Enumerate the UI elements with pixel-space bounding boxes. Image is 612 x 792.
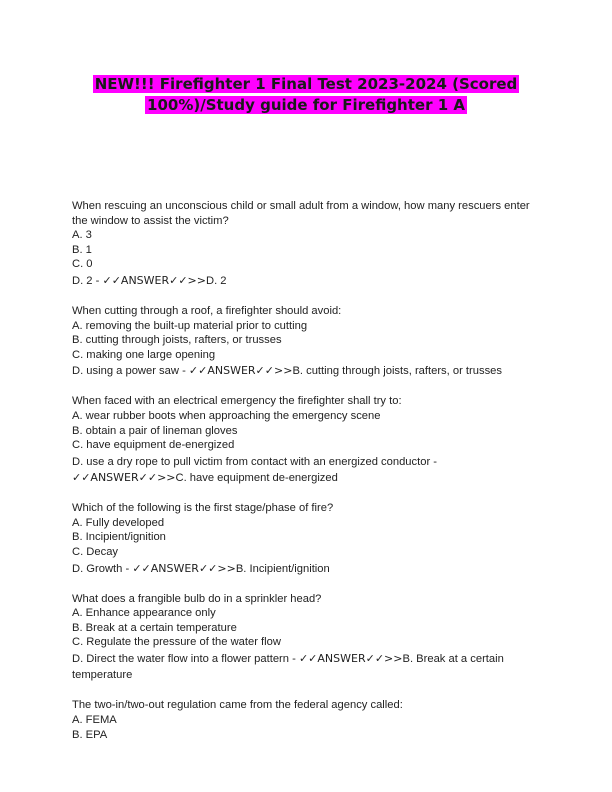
question-text: The two-in/two-out regulation came from the federal agency called:: [72, 699, 403, 712]
option-b: B. Incipient/ignition: [72, 531, 166, 544]
option-d: D. 2: [72, 274, 93, 287]
option-c: C. making one large opening: [72, 348, 216, 361]
option-c: C. Regulate the pressure of the water flow: [72, 636, 281, 649]
title-line-2: 100%)/Study guide for Firefighter 1 A: [147, 96, 465, 114]
answer-marker: ✓✓ANSWER✓✓>>: [72, 471, 176, 485]
answer-marker: ✓✓ANSWER✓✓>>: [298, 651, 403, 665]
option-c: C. Decay: [72, 546, 119, 558]
answer-text: D. 2: [206, 274, 227, 287]
question-list: [72, 199, 542, 757]
option-d-with-answer: D. using a power saw - ✓✓ANSWER✓✓>>B. cutting through joists, rafters, or trusses: [72, 364, 502, 378]
option-d-with-answer: D. Direct the water flow into a flower pattern - ✓✓ANSWER✓✓>>B. Break at a certain temperature: [72, 651, 504, 682]
option-a: A. wear rubber boots when approaching the emergency scene: [72, 409, 381, 422]
option-d: D. Growth: [72, 562, 123, 575]
option-d: D. use a dry rope to pull victim from contact with an energized conductor: [72, 455, 431, 468]
question-1: [72, 199, 542, 289]
answer-marker: ✓✓ANSWER✓✓>>: [188, 364, 293, 378]
question-2: [72, 304, 542, 380]
option-a: A. removing the built-up material prior to cutting: [72, 319, 308, 332]
option-a: A. Fully developed: [72, 516, 165, 529]
answer-marker: ✓✓ANSWER✓✓>>: [132, 561, 236, 575]
question-5: [72, 592, 542, 684]
answer-text: B. Break at a certain temperature: [72, 652, 504, 682]
question-text: When faced with an electrical emergency the firefighter shall try to:: [72, 395, 402, 408]
option-b: B. cutting through joists, rafters, or trusses: [72, 334, 282, 347]
option-d-with-answer: D. use a dry rope to pull victim from contact with an energized conductor - ✓✓ANSWER✓✓>>C. have equipment de-energized: [72, 455, 438, 485]
document-title: [60, 74, 552, 116]
option-d-with-answer: D. Growth - ✓✓ANSWER✓✓>>B. Incipient/ignition: [72, 561, 330, 575]
option-a: A. 3: [72, 229, 92, 242]
option-b: B. obtain a pair of lineman gloves: [72, 424, 238, 437]
answer-text: C. have equipment de-energized: [175, 472, 338, 485]
question-text: When cutting through a roof, a firefighter should avoid:: [72, 304, 342, 317]
option-c: C. have equipment de-energized: [72, 439, 235, 452]
option-d: D. Direct the water flow into a flower pattern: [72, 652, 290, 665]
option-c: C. 0: [72, 258, 93, 271]
option-a: A. FEMA: [72, 714, 117, 727]
question-6: [72, 698, 542, 742]
option-b: B. 1: [72, 243, 92, 256]
option-b: B. EPA: [72, 728, 108, 741]
title-line-1: NEW!!! Firefighter 1 Final Test 2023-2024 (Scored: [94, 75, 518, 93]
option-b: B. Break at a certain temperature: [72, 621, 237, 634]
option-d-with-answer: D. 2 - ✓✓ANSWER✓✓>>D. 2: [72, 273, 227, 287]
question-text: When rescuing an unconscious child or small adult from a window, how many rescuers enter the window to assist the victim?: [72, 200, 530, 227]
answer-marker: ✓✓ANSWER✓✓>>: [102, 273, 206, 287]
answer-text: B. cutting through joists, rafters, or trusses: [292, 365, 502, 378]
answer-text: B. Incipient/ignition: [235, 562, 330, 575]
option-d: D. using a power saw: [72, 365, 179, 378]
question-3: [72, 394, 542, 486]
option-a: A. Enhance appearance only: [72, 607, 216, 620]
question-text: Which of the following is the first stage/phase of fire?: [72, 502, 334, 515]
question-text: What does a frangible bulb do in a sprinkler head?: [72, 592, 322, 605]
question-4: [72, 501, 542, 577]
